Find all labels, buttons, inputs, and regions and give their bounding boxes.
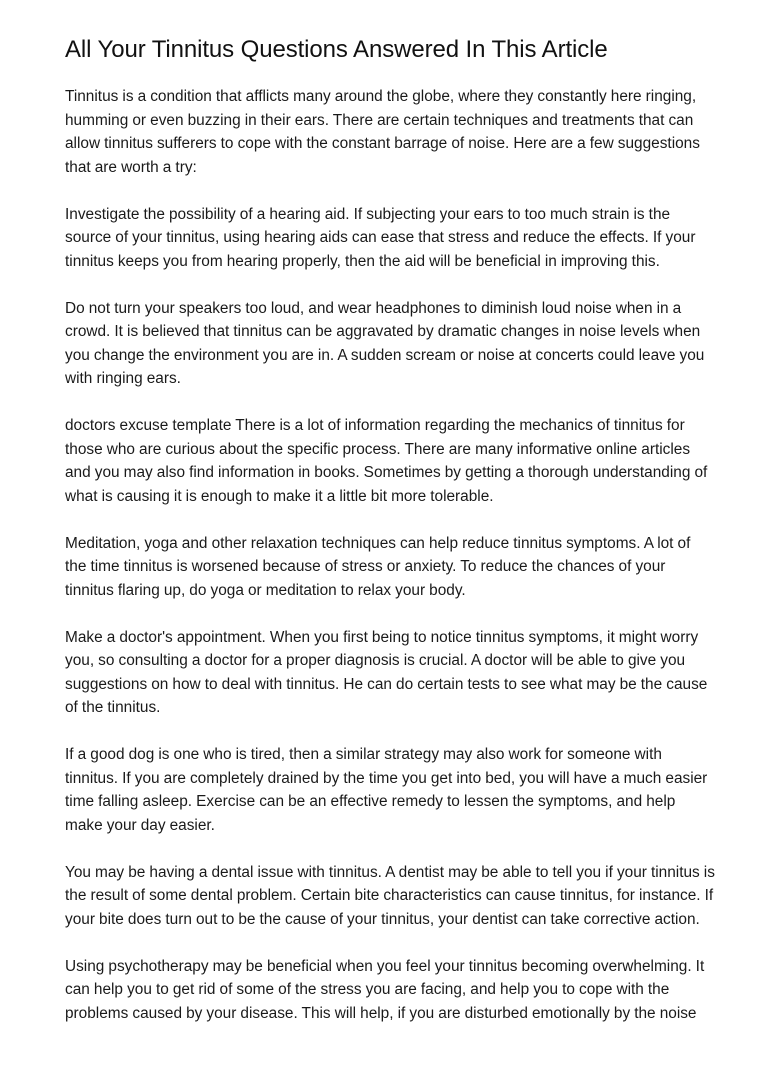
document-body [65, 85, 715, 1025]
paragraph-6: Make a doctor's appointment. When you first being to notice tinnitus symptoms, it might worry you, so consulting a doctor for a proper diagnosis is crucial. A doctor will be able to give you suggestions on how to deal with tinnitus. He can do certain tests to see what may be the cause of the tinnitus. [65, 628, 708, 716]
document-title: All Your Tinnitus Questions Answered In This Article [65, 36, 608, 63]
paragraph-1: Tinnitus is a condition that afflicts many around the globe, where they constantly here ringing, humming or even buzzing in their ears. There are certain techniques and treatments that can allow tinnitus sufferers to cope with the constant barrage of noise. Here are a few suggestions that are worth a try: [65, 88, 700, 176]
paragraph-4: doctors excuse template There is a lot of information regarding the mechanics of tinnitus for those who are curious about the specific process. There are many informative online articles and you may also find information in books. Sometimes by getting a thorough understanding of what is causing it is enough to make it a little bit more tolerable. [65, 417, 708, 505]
paragraph-3: Do not turn your speakers too loud, and wear headphones to diminish loud noise when in a crowd. It is believed that tinnitus can be aggravated by dramatic changes in noise levels when you change the environment you are in. A sudden scream or noise at concerts could leave you with ringing ears. [65, 299, 705, 387]
paragraph-7: If a good dog is one who is tired, then a similar strategy may also work for someone with tinnitus. If you are completely drained by the time you get into bed, you will have a much easier time falling asleep. Exercise can be an effective remedy to lessen the symptoms, and help make your day easier. [65, 746, 708, 834]
paragraph-8: You may be having a dental issue with tinnitus. A dentist may be able to tell you if your tinnitus is the result of some dental problem. Certain bite characteristics can cause tinnitus, for instance. If your bite does turn out to be the cause of your tinnitus, your dentist can take corrective action. [65, 863, 715, 928]
paragraph-2: Investigate the possibility of a hearing aid. If subjecting your ears to too much strain is the source of your tinnitus, using hearing aids can ease that stress and reduce the effects. If your tinnitus keeps you from hearing properly, then the aid will be beneficial in improving this. [65, 205, 696, 270]
document-page [65, 0, 715, 1049]
paragraph-5: Meditation, yoga and other relaxation techniques can help reduce tinnitus symptoms. A lot of the time tinnitus is worsened because of stress or anxiety. To reduce the chances of your tinnitus flaring up, do yoga or meditation to relax your body. [65, 534, 691, 599]
paragraph-9: Using psychotherapy may be beneficial when you feel your tinnitus becoming overwhelming. It can help you to get rid of some of the stress you are facing, and help you to cope with the problems caused by your disease. This will help, if you are disturbed emotionally by the noise [65, 957, 705, 1022]
